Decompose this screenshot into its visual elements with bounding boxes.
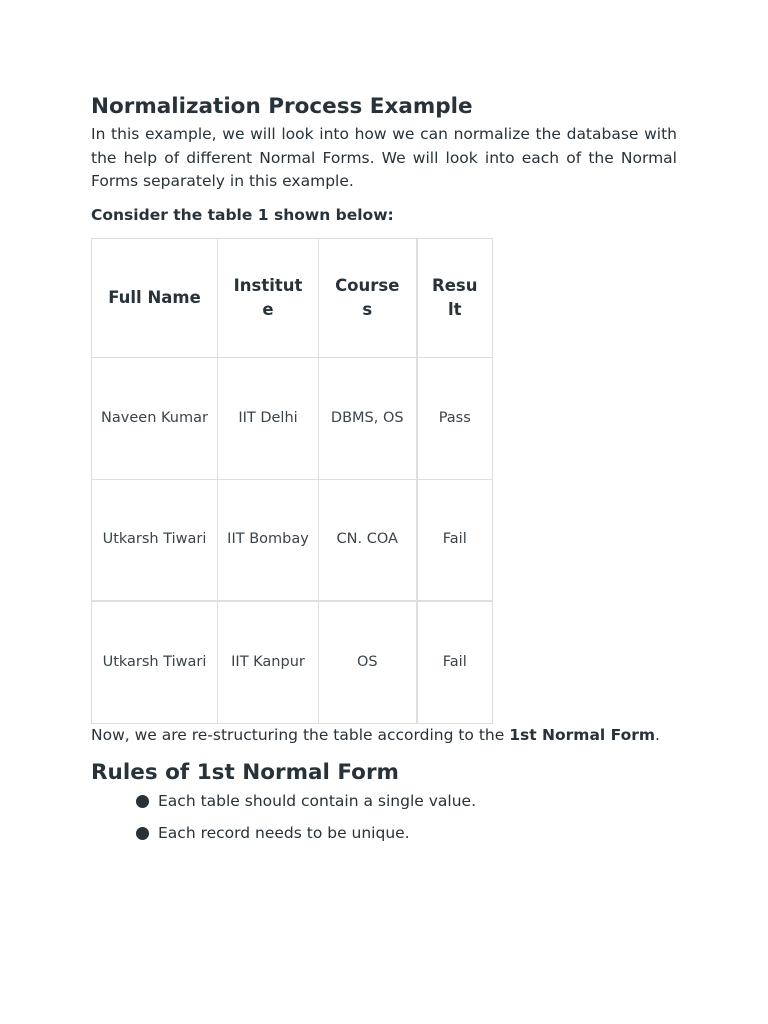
header-institute bbox=[218, 238, 319, 357]
table-caption: Consider the table 1 shown below: bbox=[91, 205, 394, 224]
table-row bbox=[92, 601, 493, 723]
cell-courses: CN. COA bbox=[319, 479, 417, 601]
table-row bbox=[92, 479, 493, 601]
header-courses bbox=[319, 238, 417, 357]
cell-full-name: Utkarsh Tiwari bbox=[92, 601, 218, 723]
table-row bbox=[92, 357, 493, 479]
page-title: Normalization Process Example bbox=[91, 94, 473, 119]
cell-institute: IIT Delhi bbox=[218, 357, 319, 479]
restructure-text: Now, we are re-structuring the table according to the bbox=[91, 725, 510, 744]
cell-institute: IIT Kanpur bbox=[218, 601, 319, 723]
restructure-end: . bbox=[655, 725, 660, 744]
intro-paragraph: In this example, we will look into how we can normalize the database with the help of different Normal Forms. We will look into each of the Normal Forms separately in this example. bbox=[91, 125, 677, 190]
header-courses-text: Course s bbox=[335, 275, 400, 319]
bullet-icon bbox=[136, 795, 149, 808]
student-table bbox=[91, 238, 493, 724]
list-item bbox=[136, 822, 677, 844]
rules-list bbox=[91, 790, 677, 844]
table-header-row bbox=[92, 238, 493, 357]
first-normal-form-bold: 1st Normal Form bbox=[509, 725, 656, 744]
cell-full-name: Utkarsh Tiwari bbox=[92, 479, 218, 601]
cell-full-name: Naveen Kumar bbox=[92, 357, 218, 479]
header-full-name: Full Name bbox=[92, 238, 218, 357]
header-institute-text: Institut e bbox=[233, 275, 303, 319]
restructure-paragraph bbox=[91, 724, 677, 748]
document-page bbox=[91, 92, 677, 854]
cell-result: Pass bbox=[417, 357, 493, 479]
cell-institute: IIT Bombay bbox=[218, 479, 319, 601]
cell-result: Fail bbox=[417, 601, 493, 723]
cell-courses: DBMS, OS bbox=[319, 357, 417, 479]
header-result bbox=[417, 238, 493, 357]
cell-result: Fail bbox=[417, 479, 493, 601]
list-item bbox=[136, 790, 677, 812]
header-result-text: Resu lt bbox=[432, 275, 478, 319]
rule-text: Each table should contain a single value. bbox=[158, 792, 476, 810]
bullet-icon bbox=[136, 827, 149, 840]
rules-heading: Rules of 1st Normal Form bbox=[91, 760, 399, 785]
rule-text: Each record needs to be unique. bbox=[158, 824, 410, 842]
cell-courses: OS bbox=[319, 601, 417, 723]
